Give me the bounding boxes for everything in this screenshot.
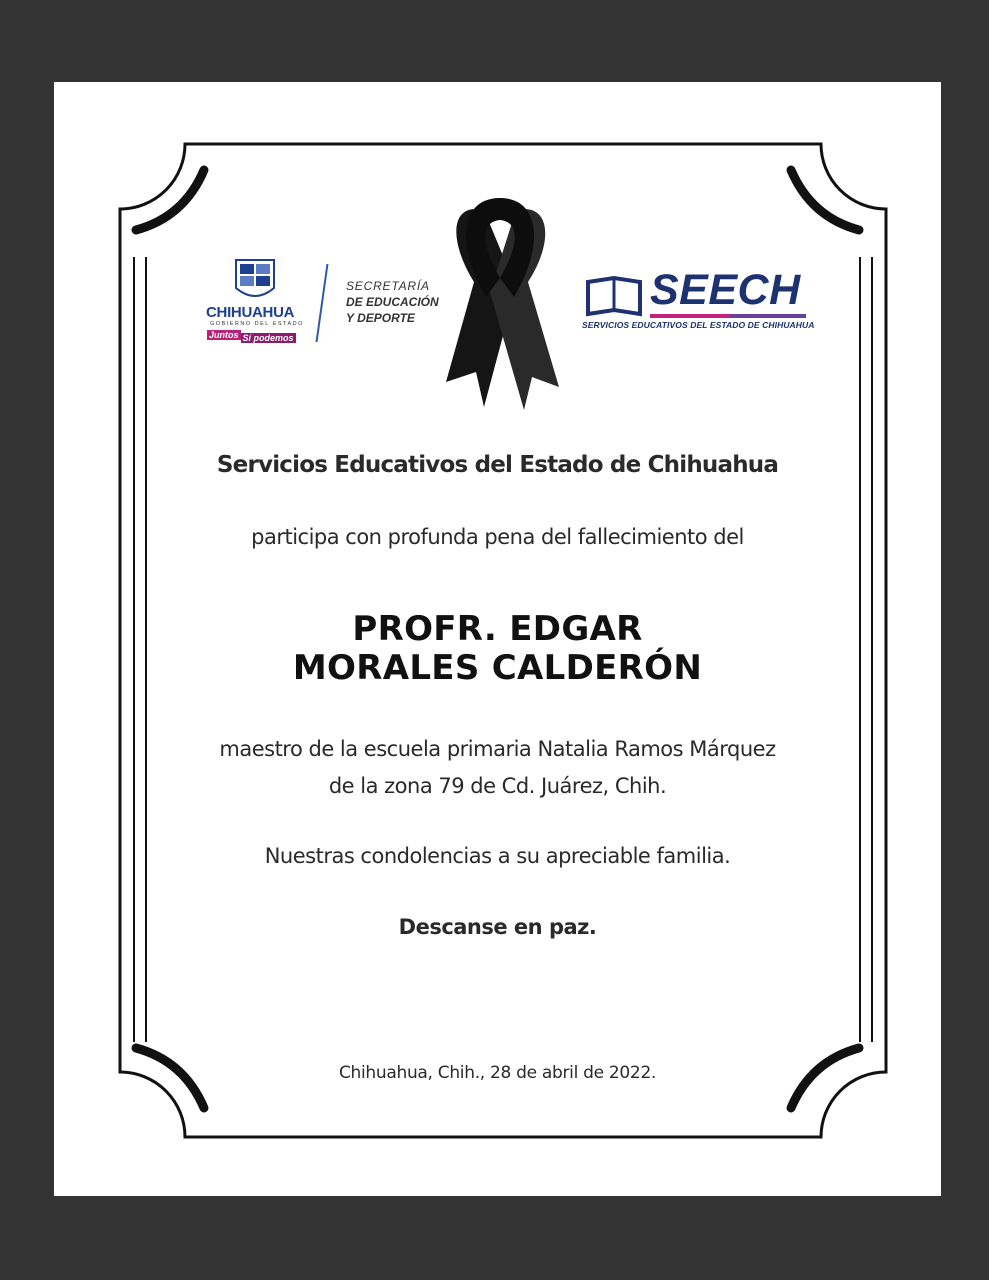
- secretaria-line3: Y DEPORTE: [346, 311, 415, 325]
- organization-heading: Servicios Educativos del Estado de Chihuahua: [216, 452, 779, 478]
- juntos-slogan: [207, 330, 296, 343]
- slogan-juntos: Juntos: [209, 330, 239, 340]
- deceased-name-line1: PROFR. EDGAR: [352, 609, 643, 649]
- slogan-si-podemos: Sí podemos: [242, 333, 294, 343]
- rest-in-peace-text: Descanse en paz.: [398, 915, 597, 939]
- chihuahua-shield-icon: [236, 260, 274, 296]
- intro-text: participa con profunda pena del fallecimiento del: [251, 525, 744, 549]
- secretaria-line2: DE EDUCACIÓN: [346, 295, 439, 309]
- place-date-text: Chihuahua, Chih., 28 de abril de 2022.: [338, 1063, 657, 1083]
- secretaria-line1: SECRETARÍA: [346, 279, 430, 293]
- description-line2: de la zona 79 de Cd. Juárez, Chih.: [328, 774, 667, 798]
- mourning-ribbon-icon: [446, 198, 559, 410]
- seech-logo-subtitle: SERVICIOS EDUCATIVOS DEL ESTADO DE CHIHUAHUA: [582, 320, 815, 330]
- deceased-name-line2: MORALES CALDERÓN: [292, 648, 703, 688]
- secretaria-logo: [346, 278, 439, 326]
- corner-ornament-top-right: [791, 170, 859, 230]
- seech-logo-word: SEECH: [650, 266, 801, 314]
- chihuahua-logo-subtitle: GOBIERNO DEL ESTADO: [210, 321, 304, 327]
- condolences-text: Nuestras condolencias a su apreciable familia.: [264, 844, 731, 868]
- description-line1: maestro de la escuela primaria Natalia Ramos Márquez: [219, 737, 776, 761]
- condolence-card: [54, 82, 941, 1196]
- corner-ornament-top-left: [136, 170, 204, 230]
- chihuahua-logo-word: CHIHUAHUA: [206, 304, 295, 321]
